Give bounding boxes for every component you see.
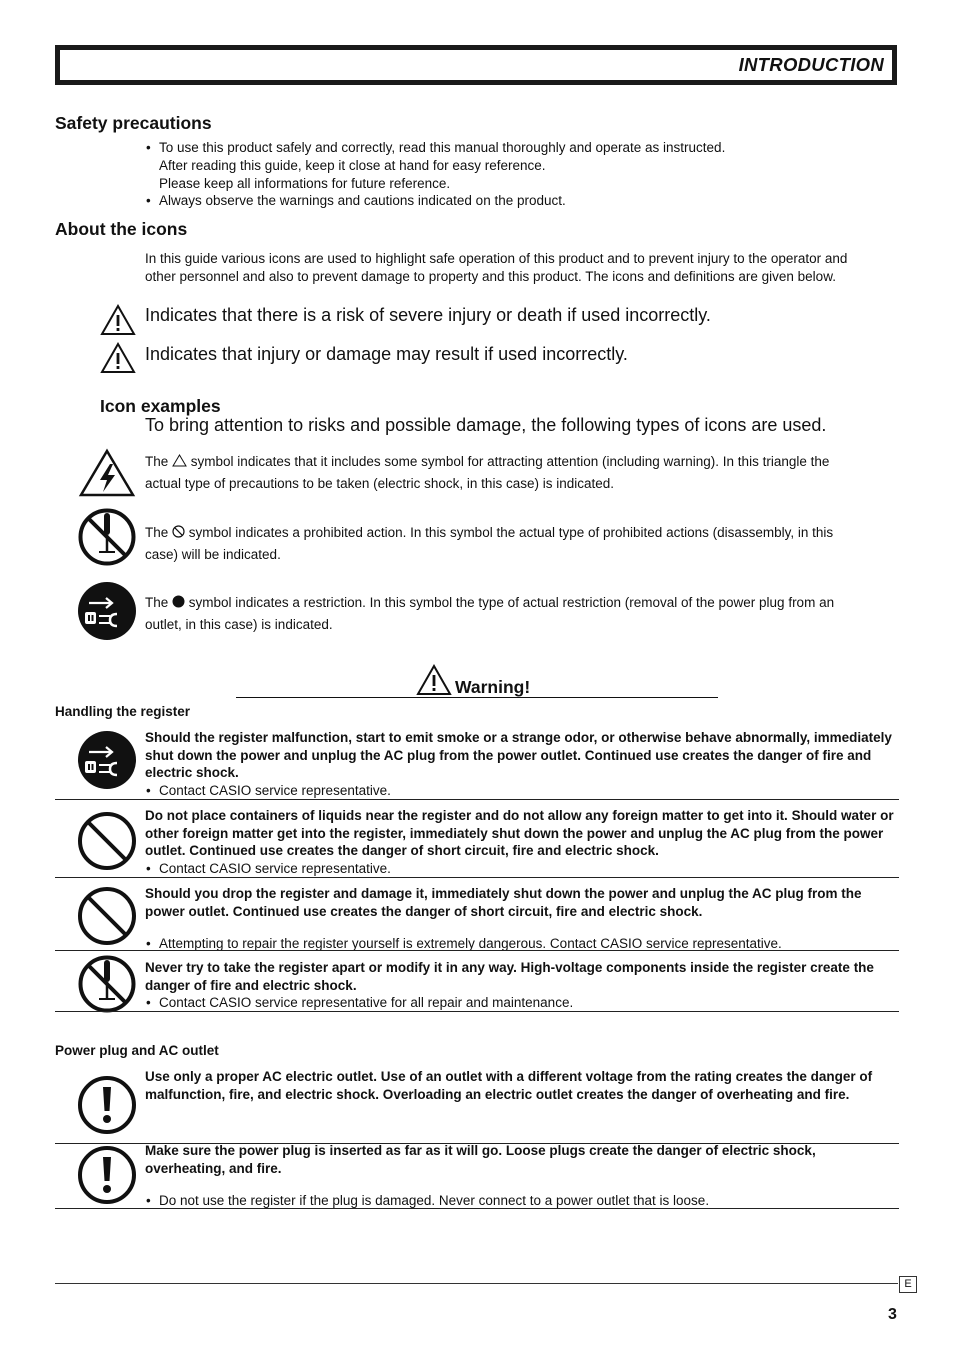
- warning-title-underline: [236, 697, 718, 698]
- examples-intro: To bring attention to risks and possible damage, the following types of icons are used.: [145, 415, 827, 435]
- handling-heading: Handling the register: [55, 704, 191, 719]
- caution-triangle-icon: [100, 342, 136, 374]
- electric-shock-icon: [78, 448, 136, 498]
- example-1-text: The symbol indicates that it includes some symbol for attracting attention (including warning). In this triangle the actual type of precautions to be taken (electric shock, in this case) is indicated.: [145, 454, 830, 491]
- example-3-text: The symbol indicates a restriction. In this symbol the type of actual restriction (removal of the power plug from an outlet, in this case) is indicated.: [145, 595, 835, 632]
- unplug-icon: [77, 730, 137, 790]
- power-heading: Power plug and AC outlet: [55, 1043, 219, 1058]
- warning-item-1-note: • Contact CASIO service representative.: [145, 782, 899, 800]
- power-item-1: [55, 1067, 899, 1143]
- footer-rule: [55, 1283, 898, 1284]
- icons-heading: About the icons: [55, 219, 188, 239]
- warning-item-4-note: • Contact CASIO service representative for all repair and maintenance.: [145, 994, 899, 1012]
- row-divider: [55, 1208, 899, 1209]
- section-header-bar: [55, 45, 897, 85]
- prohibited-small-icon: [172, 525, 185, 538]
- row-divider: [55, 1011, 899, 1012]
- warning-item-4-text: Never try to take the register apart or modify it in any way. High-voltage components inside the register create the danger of fire and electric shock.: [145, 960, 874, 993]
- no-disassembly-icon: [77, 954, 137, 1014]
- icons-intro: In this guide various icons are used to highlight safe operation of this product and to prevent injury to the operator and other personnel and also to prevent damage to property and this product. The icons and definitions are given below.: [145, 251, 848, 284]
- warning-title: Warning!: [455, 677, 531, 697]
- no-disassembly-icon: [77, 507, 137, 567]
- power-item-2-text: Make sure the power plug is inserted as far as it will go. Loose plugs create the danger of electric shock, overheating, and fire.: [145, 1143, 816, 1176]
- prohibited-icon: [77, 811, 137, 871]
- power-item-1-text: Use only a proper AC electric outlet. Use of an outlet with a different voltage from the rating creates the danger of malfunction, fire, and electric shock. Overloading an electric outlet creates the danger of overheating and fire.: [145, 1069, 873, 1102]
- prohibited-icon: [77, 886, 137, 946]
- mandatory-icon: [77, 1075, 137, 1135]
- page-number: 3: [888, 1306, 897, 1323]
- warning-item-1: [55, 728, 899, 800]
- attention-triangle-icon: [172, 454, 187, 467]
- restriction-dot-icon: [172, 595, 185, 608]
- safety-list: [145, 139, 905, 210]
- row-divider: [55, 877, 899, 878]
- warning-item-2-note: • Contact CASIO service representative.: [145, 860, 899, 878]
- warning-item-4: [55, 958, 899, 1012]
- safety-heading: Safety precautions: [55, 113, 212, 133]
- row-divider: [55, 950, 899, 951]
- warning-definition: Indicates that there is a risk of severe injury or death if used incorrectly.: [145, 305, 711, 325]
- safety-bullet-1: • To use this product safely and correctly, read this manual thoroughly and operate as instructed. After reading this guide, keep it close at hand for easy reference. Please keep all informations for future reference.: [145, 139, 905, 192]
- warning-item-2: [55, 806, 899, 876]
- warning-triangle-icon: [100, 304, 136, 336]
- warning-item-1-text: Should the register malfunction, start to emit smoke or a strange odor, or otherwise behave abnormally, immediately shut down the power and unplug the AC plug from the power outlet. Continued use creates the danger of fire and electric shock.: [145, 730, 892, 781]
- unplug-icon: [77, 581, 137, 641]
- examples-heading: Icon examples: [100, 396, 221, 416]
- row-divider: [55, 799, 899, 800]
- power-item-2: [55, 1141, 899, 1209]
- power-item-2-note: • Do not use the register if the plug is damaged. Never connect to a power outlet that is loose.: [145, 1192, 899, 1210]
- safety-bullet-2: • Always observe the warnings and cautions indicated on the product.: [145, 192, 905, 210]
- language-tab: E: [899, 1276, 917, 1293]
- caution-definition: Indicates that injury or damage may result if used incorrectly.: [145, 344, 628, 364]
- example-2-text: The symbol indicates a prohibited action. In this symbol the actual type of prohibited actions (disassembly, in this case) will be indicated.: [145, 525, 834, 562]
- warning-item-3-note: • Attempting to repair the register yourself is extremely dangerous. Contact CASIO service representative.: [145, 935, 899, 953]
- warning-item-3: [55, 884, 899, 950]
- warning-item-3-text: Should you drop the register and damage it, immediately shut down the power and unplug the AC plug from the power outlet. Continued use creates the danger of short circuit, fire and electric shock.: [145, 886, 862, 919]
- warning-item-2-text: Do not place containers of liquids near the register and do not allow any foreign matter to get into it. Should water or other foreign matter get into the register, immediately shut down the power and unplug the AC plug from the power outlet. Continued use creates the danger of short circuit, fire and electric shock.: [145, 808, 894, 859]
- warning-title-icon: [416, 664, 452, 696]
- section-title: INTRODUCTION: [60, 50, 892, 80]
- mandatory-icon: [77, 1145, 137, 1205]
